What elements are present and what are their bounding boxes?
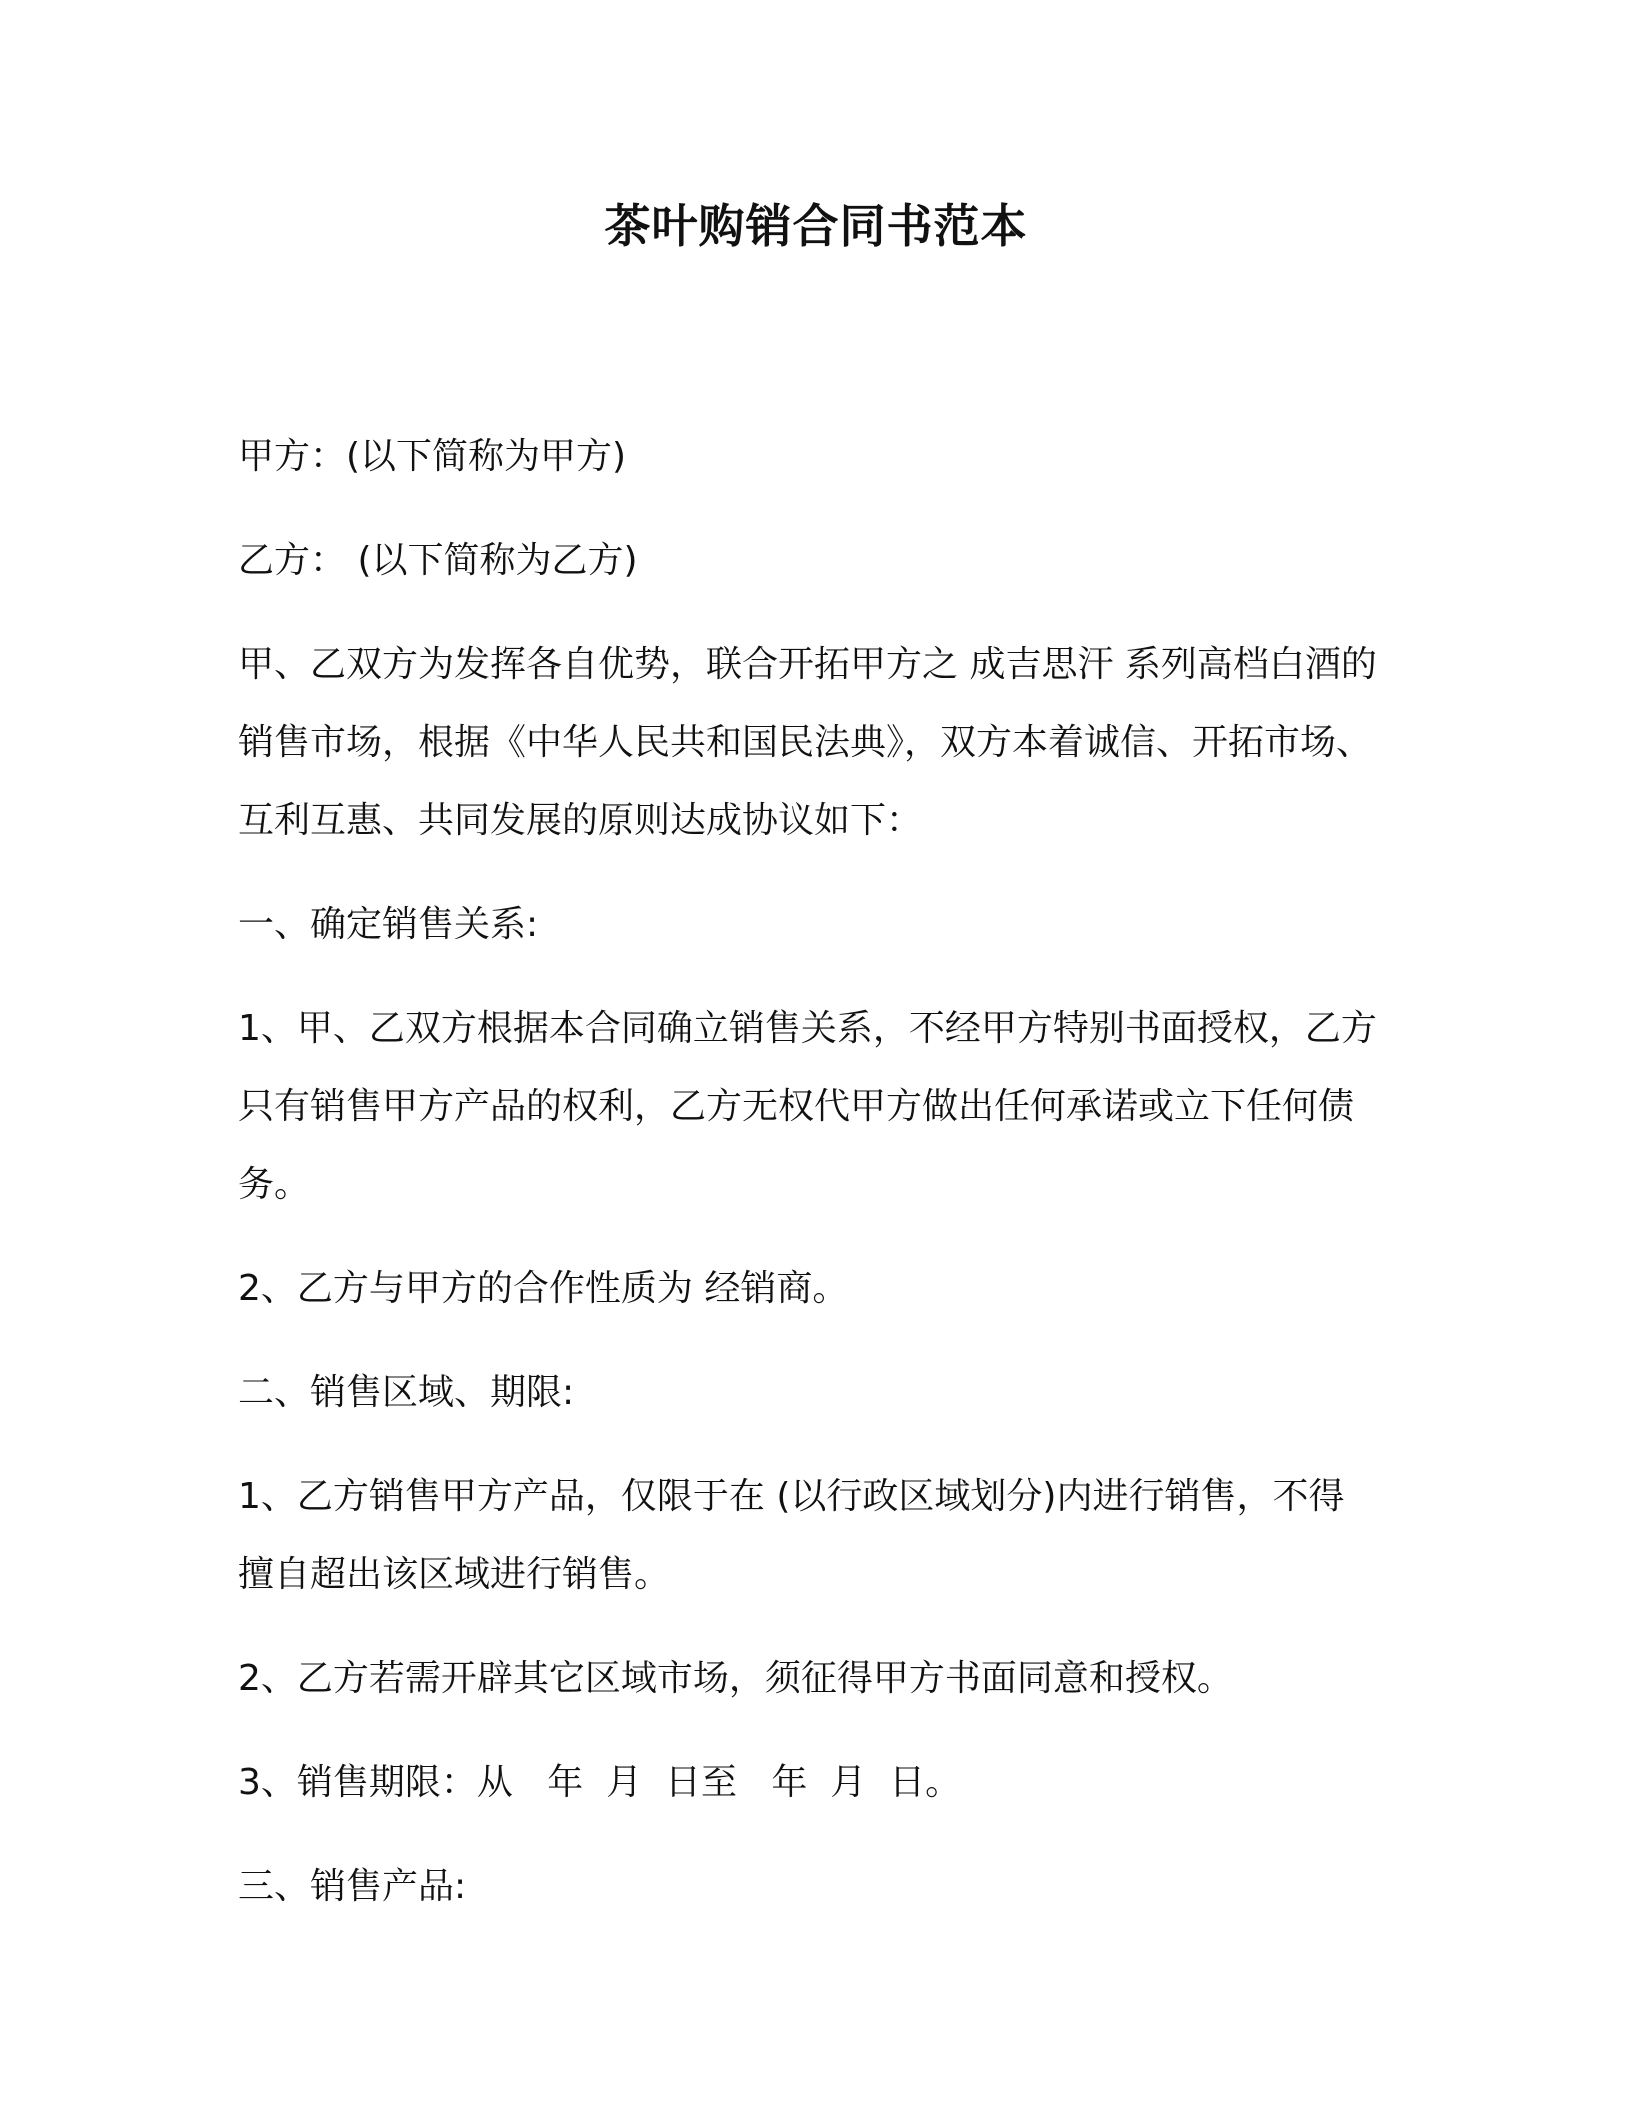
clause-1-1: 1、甲、乙双方根据本合同确立销售关系，不经甲方特别书面授权，乙方只有销售甲方产品的权利，乙方无权代甲方做出任何承诺或立下任何债务。 bbox=[238, 1008, 1377, 1205]
party-a-line: 甲方：(以下简称为甲方) bbox=[238, 436, 627, 477]
document-title: 茶叶购销合同书范本 bbox=[604, 199, 1028, 253]
clause-2-3: 3、销售期限：从 年 月 日至 年 月 日。 bbox=[238, 1762, 962, 1803]
section-heading-2: 二、销售区域、期限: bbox=[238, 1372, 575, 1413]
party-b-line: 乙方： (以下简称为乙方) bbox=[238, 540, 638, 581]
preamble-paragraph: 甲、乙双方为发挥各自优势，联合开拓甲方之 成吉思汗 系列高档白酒的销售市场，根据《中华人民共和国民法典》，双方本着诚信、开拓市场、互利互惠、共同发展的原则达成协议如下： bbox=[238, 644, 1377, 841]
clause-1-2: 2、乙方与甲方的合作性质为 经销商。 bbox=[238, 1268, 849, 1309]
clause-2-1: 1、乙方销售甲方产品，仅限于在 (以行政区域划分)内进行销售，不得擅自超出该区域进行销售。 bbox=[238, 1476, 1345, 1595]
clause-2-2: 2、乙方若需开辟其它区域市场，须征得甲方书面同意和授权。 bbox=[238, 1658, 1233, 1699]
section-heading-3: 三、销售产品: bbox=[238, 1866, 467, 1907]
section-heading-1: 一、确定销售关系: bbox=[238, 904, 539, 945]
document-body bbox=[238, 418, 1378, 1952]
